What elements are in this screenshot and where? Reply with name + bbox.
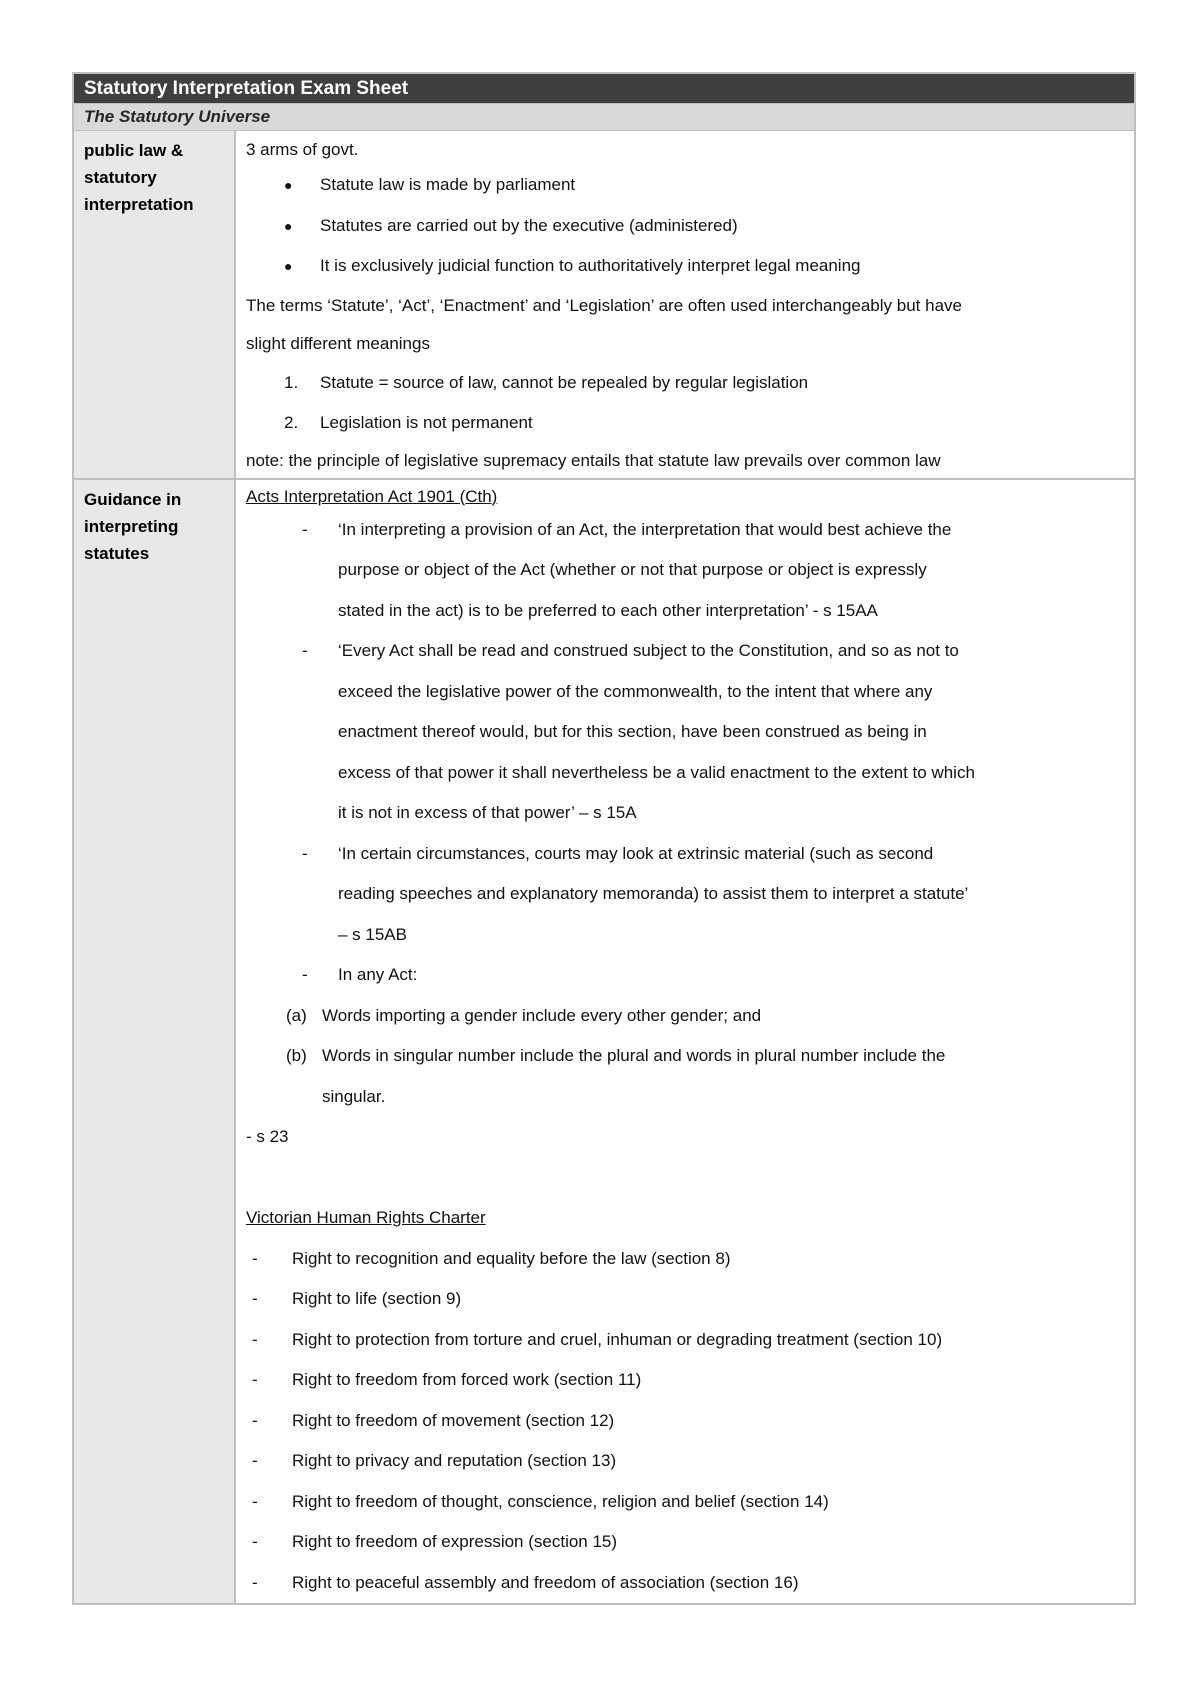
acts-quote-text	[338, 631, 1124, 834]
charter-right-text: Right to freedom of movement (section 12)	[292, 1410, 615, 1430]
bullet-text: It is exclusively judicial function to authoritatively interpret legal meaning	[320, 256, 861, 275]
sheet-title: Statutory Interpretation Exam Sheet	[74, 74, 1134, 104]
acts-quote-line: enactment thereof would, but for this section, have been construed as being in	[338, 722, 927, 741]
charter-right-item	[252, 1360, 1124, 1401]
charter-rights-list	[246, 1239, 1124, 1604]
row-label-public-law: public law & statutory interpretation	[74, 131, 236, 478]
bullet-dot-icon: ●	[284, 177, 293, 193]
numbered-text: Statute = source of law, cannot be repealed by regular legislation	[320, 372, 809, 392]
charter-right-item	[252, 1320, 1124, 1361]
terms-line-2: slight different meanings	[246, 333, 430, 353]
charter-right-item	[252, 1239, 1124, 1280]
row-public-law	[74, 131, 1134, 480]
numbered-item	[246, 363, 1124, 404]
alpha-line: singular.	[322, 1086, 386, 1106]
charter-heading: Victorian Human Rights Charter	[246, 1208, 486, 1227]
dash-marker: -	[302, 519, 308, 539]
dash-marker: -	[302, 843, 308, 863]
alpha-marker: (a)	[286, 1005, 307, 1025]
acts-quote-item	[302, 955, 1124, 996]
charter-right-item	[252, 1401, 1124, 1442]
acts-quote-line: exceed the legislative power of the commonwealth, to the intent that where any	[338, 681, 933, 701]
dash-marker: -	[252, 1248, 258, 1268]
bullet-dot-icon: ●	[284, 258, 293, 274]
acts-quote-text	[338, 955, 1124, 996]
alpha-item	[246, 1036, 1124, 1117]
sheet-subtitle: The Statutory Universe	[74, 104, 1134, 131]
dash-marker: -	[302, 641, 308, 660]
acts-quote-line: In any Act:	[338, 965, 418, 984]
acts-quote-line: ‘In interpreting a provision of an Act, the interpretation that would best achieve the	[338, 519, 952, 539]
dash-marker: -	[252, 1410, 258, 1430]
charter-right-text: Right to life (section 9)	[292, 1289, 462, 1308]
acts-quote-item	[302, 631, 1124, 834]
section-23-ref: - s 23	[246, 1127, 289, 1146]
acts-quote-line: ‘Every Act shall be read and construed subject to the Constitution, and so as not to	[338, 641, 959, 660]
row-guidance	[74, 480, 1134, 1604]
dash-marker: -	[252, 1370, 258, 1389]
terms-line-1: The terms ‘Statute’, ‘Act’, ‘Enactment’ and ‘Legislation’ are often used interchangeably but have	[246, 295, 962, 315]
dash-marker: -	[252, 1451, 258, 1470]
row-label-guidance: Guidance in interpreting statutes	[74, 480, 236, 1604]
row-content-public-law	[236, 131, 1134, 478]
charter-right-text: Right to freedom from forced work (section 11)	[292, 1370, 642, 1389]
arms-bullet-item	[246, 165, 1124, 206]
charter-right-text: Right to protection from torture and cruel, inhuman or degrading treatment (section 10)	[292, 1329, 943, 1349]
acts-quote-item	[302, 834, 1124, 956]
acts-quote-item	[302, 510, 1124, 632]
acts-quote-line: reading speeches and explanatory memoranda) to assist them to interpret a statute’	[338, 884, 969, 903]
acts-quote-line: it is not in excess of that power’ – s 15A	[338, 803, 637, 822]
acts-quote-line: ‘In certain circumstances, courts may look at extrinsic material (such as second	[338, 843, 934, 863]
charter-right-text: Right to peaceful assembly and freedom of association (section 16)	[292, 1572, 799, 1592]
acts-quotes-list	[246, 510, 1124, 996]
meanings-numbered-list	[246, 363, 1124, 444]
dash-marker: -	[252, 1572, 258, 1592]
bullet-text: Statutes are carried out by the executive (administered)	[320, 215, 738, 235]
alpha-item	[246, 996, 1124, 1037]
acts-quote-line: purpose or object of the Act (whether or not that purpose or object is expressly	[338, 560, 927, 579]
arms-intro: 3 arms of govt.	[246, 140, 359, 159]
acts-quote-line: – s 15AB	[338, 924, 407, 944]
charter-right-item	[252, 1279, 1124, 1320]
numbered-marker: 1.	[284, 372, 299, 392]
alpha-line: Words importing a gender include every other gender; and	[322, 1005, 762, 1025]
alpha-text	[322, 1036, 1124, 1117]
dash-marker: -	[252, 1289, 258, 1308]
dash-marker: -	[252, 1491, 258, 1511]
charter-right-item	[252, 1482, 1124, 1523]
charter-right-text: Right to privacy and reputation (section 13)	[292, 1451, 617, 1470]
charter-right-text: Right to freedom of expression (section 15)	[292, 1532, 618, 1551]
dash-marker: -	[252, 1329, 258, 1349]
charter-right-item	[252, 1522, 1124, 1563]
numbered-marker: 2.	[284, 413, 299, 432]
exam-sheet-table	[72, 72, 1136, 1605]
bullet-text: Statute law is made by parliament	[320, 175, 576, 194]
dash-marker: -	[302, 965, 308, 984]
acts-quote-text	[338, 834, 1124, 956]
charter-right-item	[252, 1441, 1124, 1482]
legislative-supremacy-note: note: the principle of legislative supremacy entails that statute law prevails over common law	[246, 450, 941, 470]
alpha-text	[322, 996, 1124, 1037]
charter-right-text: Right to recognition and equality before the law (section 8)	[292, 1248, 731, 1268]
arms-bullet-list	[246, 165, 1124, 287]
arms-bullet-item	[246, 246, 1124, 287]
charter-right-item	[252, 1563, 1124, 1604]
row-content-guidance	[236, 480, 1134, 1604]
acts-quote-line: stated in the act) is to be preferred to each other interpretation’ - s 15AA	[338, 600, 878, 620]
dash-marker: -	[252, 1532, 258, 1551]
acts-quote-text	[338, 510, 1124, 632]
acts-interpretation-heading: Acts Interpretation Act 1901 (Cth)	[246, 486, 498, 506]
bullet-dot-icon: ●	[284, 217, 293, 234]
alpha-line: Words in singular number include the plural and words in plural number include the	[322, 1046, 946, 1065]
charter-right-text: Right to freedom of thought, conscience, religion and belief (section 14)	[292, 1491, 829, 1511]
numbered-text: Legislation is not permanent	[320, 413, 533, 432]
any-act-alpha-list	[246, 996, 1124, 1118]
acts-quote-line: excess of that power it shall nevertheless be a valid enactment to the extent to which	[338, 762, 975, 782]
numbered-item	[246, 403, 1124, 444]
alpha-marker: (b)	[286, 1046, 307, 1065]
blank-spacer	[246, 1158, 1124, 1199]
arms-bullet-item	[246, 206, 1124, 247]
